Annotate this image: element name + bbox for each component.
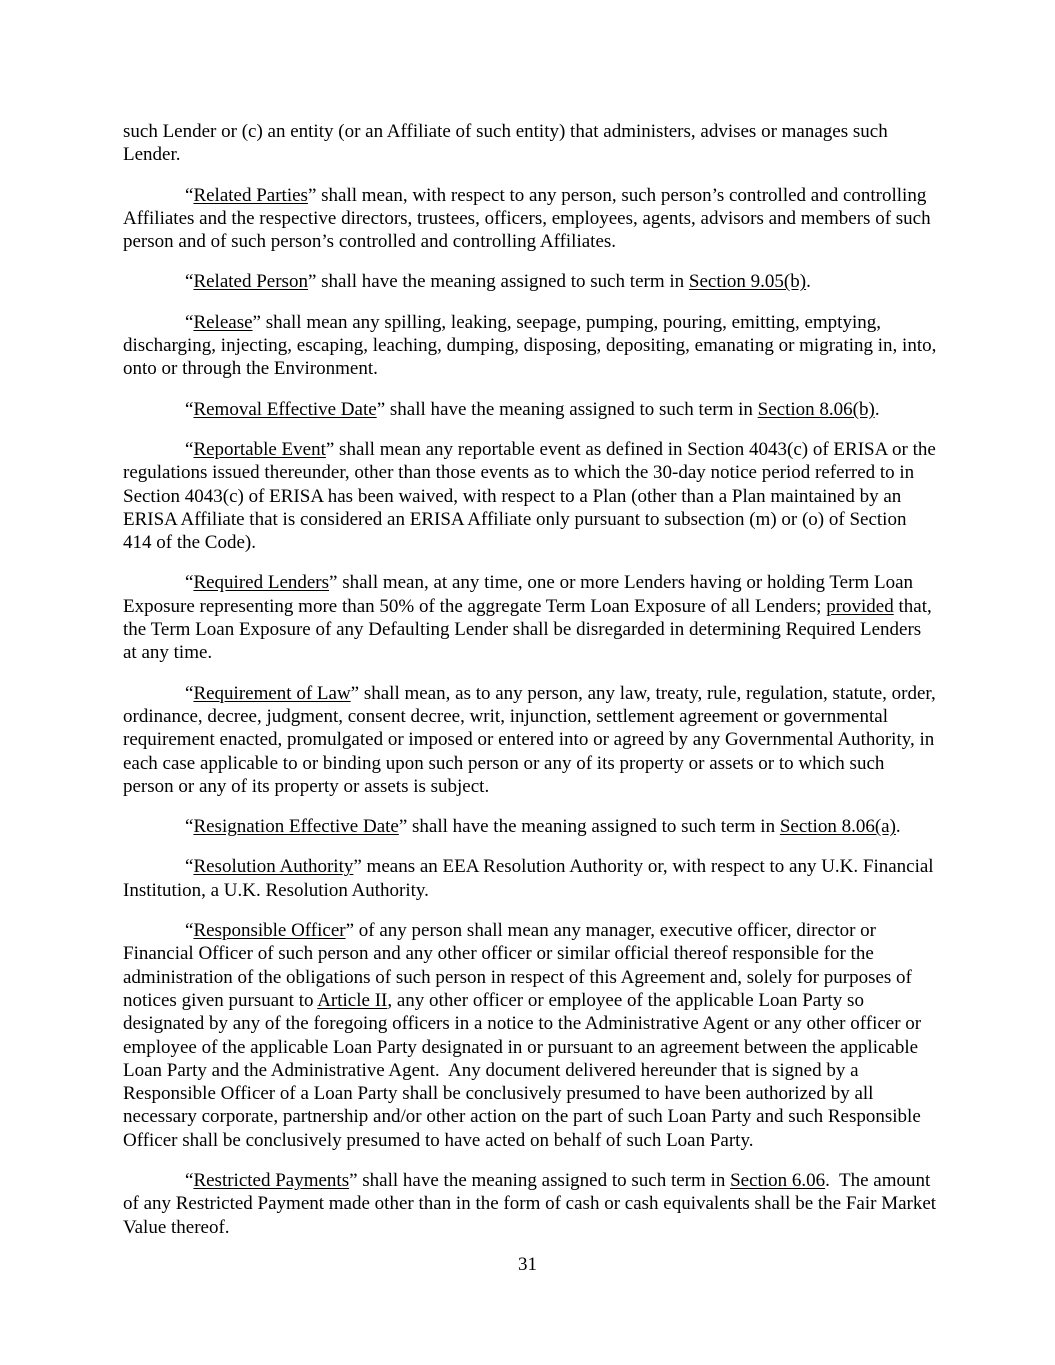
para-restricted-payments xyxy=(123,1169,941,1239)
body-text: ” shall have the meaning assigned to such term in xyxy=(376,398,758,420)
para-resolution-authority xyxy=(123,855,938,902)
defined-term: Resignation Effective Date xyxy=(193,816,399,838)
body-text: . The amount of any Restricted Payment made other than in the form of cash or cash equivalents shall be the Fair Market Value thereof. xyxy=(123,1169,941,1238)
body-text: “ xyxy=(185,438,194,460)
para-requirement-of-law xyxy=(123,682,941,798)
body-text: “ xyxy=(185,271,194,293)
body-text: ” shall mean, with respect to any person, such person’s controlled and controlling Affiliates and the respective directors, trustees, officers, employees, agents, advisors and members of such person and of such person’s controlled and controlling Affiliates. xyxy=(123,184,936,253)
para-responsible-officer xyxy=(123,919,938,1152)
body-text: that, the Term Loan Exposure of any Defaulting Lender shall be disregarded in determining Required Lenders at any time. xyxy=(123,595,937,664)
body-text: “ xyxy=(185,682,194,704)
defined-term: Reportable Event xyxy=(193,438,326,460)
body-text: . xyxy=(806,271,811,293)
page-number: 31 xyxy=(518,1254,537,1275)
para-related-person xyxy=(123,270,938,293)
body-text: “ xyxy=(185,184,194,206)
body-text: “ xyxy=(185,311,194,333)
body-text: such Lender or (c) an entity (or an Affiliate of such entity) that administers, advises or manages such Lender. xyxy=(123,121,893,166)
defined-term: Related Parties xyxy=(193,184,308,206)
body-text: “ xyxy=(185,1169,194,1191)
defined-term: Release xyxy=(193,311,253,333)
body-text: . xyxy=(874,398,880,420)
defined-term: Requirement of Law xyxy=(193,682,351,704)
para-release xyxy=(123,311,942,381)
para-related-parties xyxy=(123,184,938,254)
defined-term: Responsible Officer xyxy=(193,920,346,942)
body-text: “ xyxy=(185,816,194,838)
page-footer xyxy=(0,1253,1055,1276)
body-text: “ xyxy=(185,398,194,420)
body-text: ” means an EEA Resolution Authority or, with respect to any U.K. Financial Institution, a U.K. Resolution Authority. xyxy=(123,856,939,901)
section-reference: Section 8.06(a) xyxy=(779,816,896,838)
document-body xyxy=(123,120,942,1256)
body-text: , any other officer or employee of the applicable Loan Party so designated by any of the foregoing officers in a notice to the Administrative Agent or any other officer or employee of the applicable Loan Party designated in or pursuant to an agreement between the applicable Loan Party and the Administrative Agent. Any document delivered hereunder that is signed by a Responsible Officer of a Loan Party shall be conclusively presumed to have been authorized by all necessary corporate, partnership and/or other action on the part of such Loan Party and such Responsible Officer shall be conclusively presumed to have acted on behalf of such Loan Party. xyxy=(123,989,926,1151)
body-text: “ xyxy=(185,920,194,942)
section-reference: Section 9.05(b) xyxy=(688,271,807,293)
body-text: ” shall have the meaning assigned to such term in xyxy=(398,816,780,838)
para-removal-effective-date xyxy=(123,398,938,421)
body-text: “ xyxy=(185,856,194,878)
defined-term: Related Person xyxy=(193,271,308,293)
proviso-term: provided xyxy=(826,595,894,617)
body-text: “ xyxy=(185,572,194,594)
para-required-lenders xyxy=(123,571,938,664)
article-reference: Article II xyxy=(317,989,388,1011)
body-text: ” shall mean any spilling, leaking, seepage, pumping, pouring, emitting, emptying, discharging, injecting, escaping, leaching, dumping, disposing, depositing, emanating or migrating in, into, onto or through the Environment. xyxy=(123,311,942,380)
defined-term: Removal Effective Date xyxy=(193,398,377,420)
body-text: ” shall mean any reportable event as defined in Section 4043(c) of ERISA or the regulations issued thereunder, other than those events as to which the 30-day notice period referred to in Section 4043(c) of ERISA has been waived, with respect to a Plan (other than a Plan maintained by an ERISA Affiliate that is considered an ERISA Affiliate only pursuant to subsection (m) or (o) of Section 414 of the Code). xyxy=(123,438,941,554)
section-reference: Section 8.06(b) xyxy=(757,398,875,420)
body-text: ” shall have the meaning assigned to such term in xyxy=(349,1169,731,1191)
para-lender-continuation xyxy=(123,120,938,167)
para-reportable-event xyxy=(123,438,941,554)
body-text: ” shall mean, at any time, one or more Lenders having or holding Term Loan Exposure representing more than 50% of the aggregate Term Loan Exposure of all Lenders; xyxy=(123,572,918,617)
body-text: ” shall have the meaning assigned to such term in xyxy=(307,271,689,293)
body-text: ” shall mean, as to any person, any law, treaty, rule, regulation, statute, order, ordinance, decree, judgment, consent decree, writ, injunction, settlement agreement or governmental requirement enacted, promulgated or imposed or entered into or agreed by any Governmental Authority, in each case applicable to or binding upon such person or any of its property or assets or to which such person or any of its property or assets is subject. xyxy=(123,682,941,797)
defined-term: Resolution Authority xyxy=(193,856,354,878)
para-resignation-effective-date xyxy=(123,815,938,838)
defined-term: Required Lenders xyxy=(193,572,330,594)
defined-term: Restricted Payments xyxy=(193,1169,350,1191)
body-text: . xyxy=(895,816,901,838)
body-text: ” of any person shall mean any manager, executive officer, director or Financial Officer of such person and any other officer or similar official thereof responsible for the administration of the obligations of such person in respect of this Agreement and, solely for purposes of notices given pursuant to xyxy=(123,920,917,1011)
section-reference: Section 6.06 xyxy=(730,1169,826,1191)
